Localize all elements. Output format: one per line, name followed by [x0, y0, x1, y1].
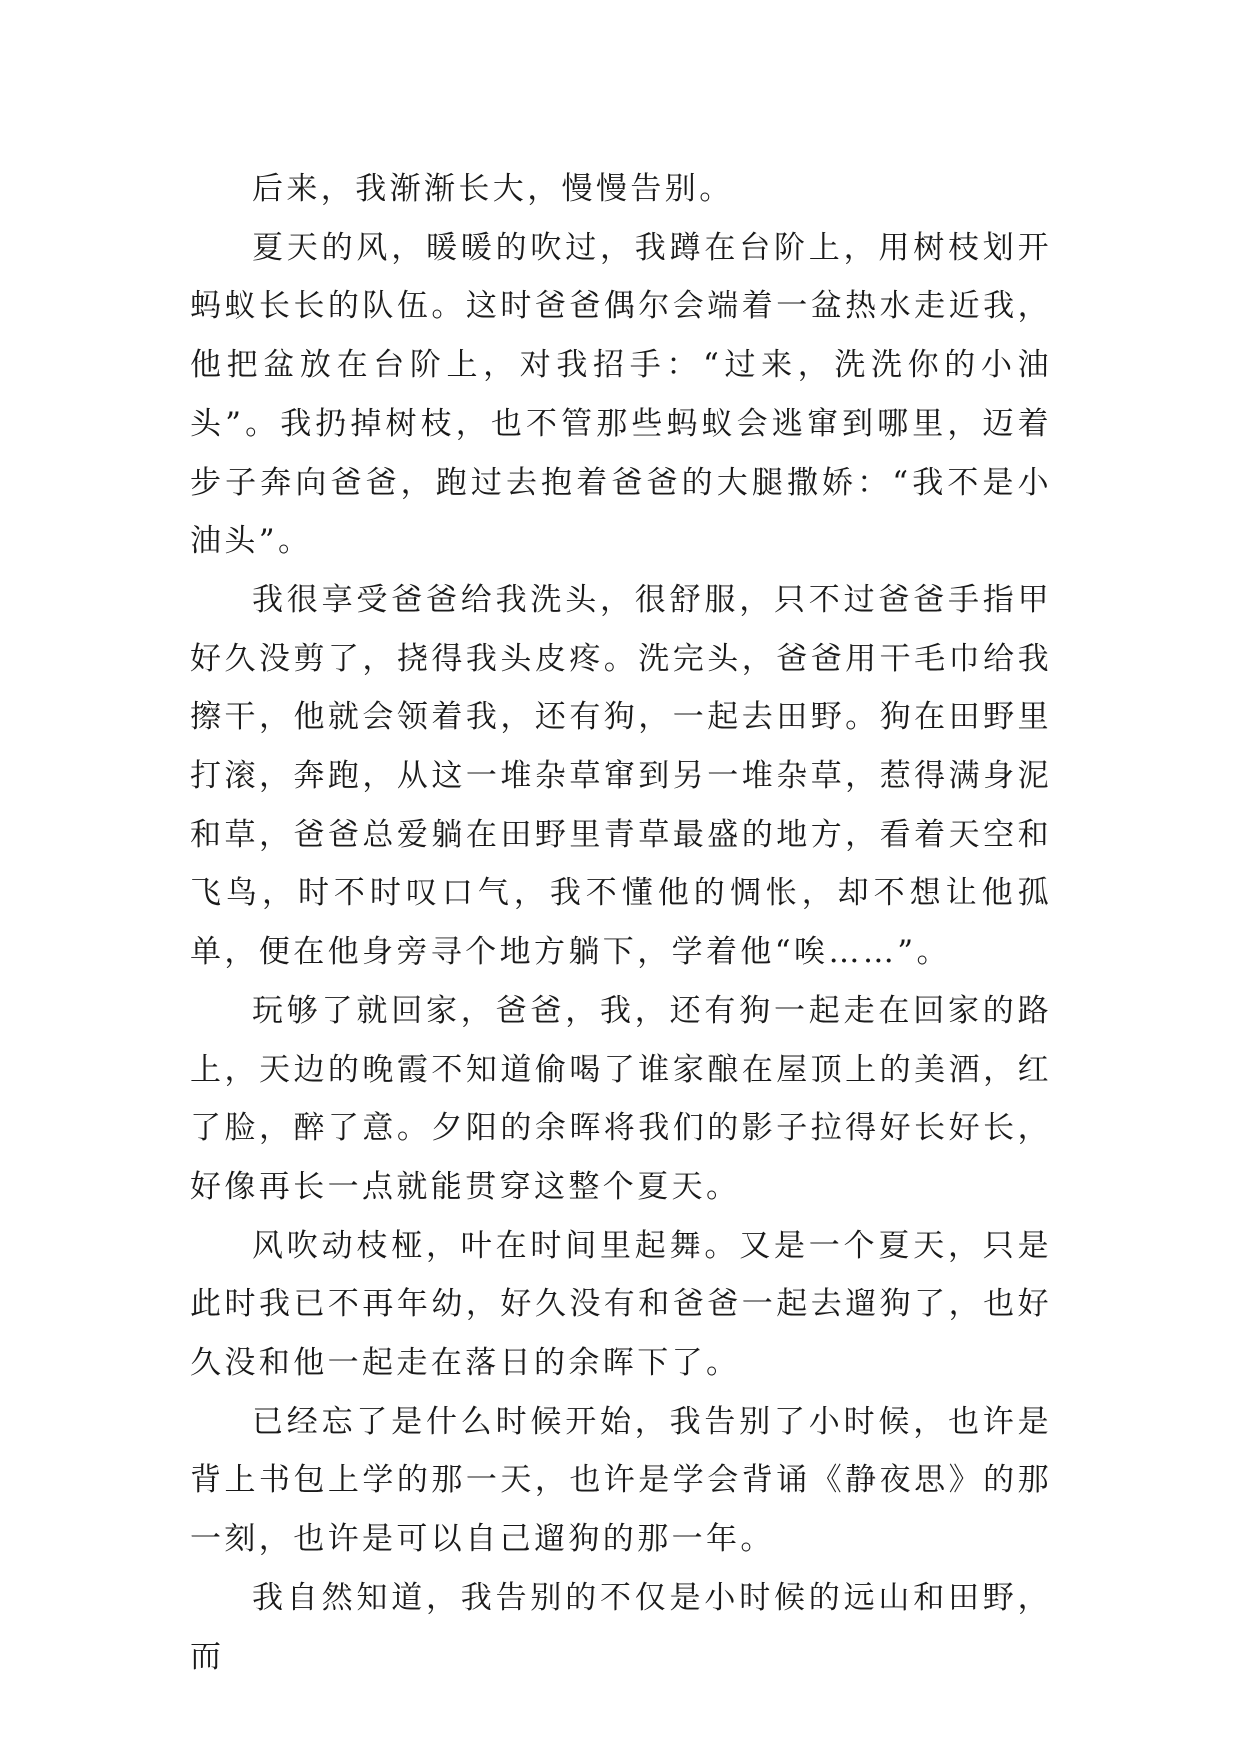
paragraph-2: 夏天的风，暖暖的吹过，我蹲在台阶上，用树枝划开蚂蚁长长的队伍。这时爸爸偶尔会端着一盆热水走近我，他把盆放在台阶上，对我招手：“过来，洗洗你的小油头”。我扔掉树枝，也不管那些蚂蚁会逃窜到哪里，迈着步子奔向爸爸，跑过去抱着爸爸的大腿撒娇：“我不是小油头”。 [190, 229, 1052, 560]
paragraph-5: 风吹动枝桠，叶在时间里起舞。又是一个夏天，只是此时我已不再年幼，好久没有和爸爸一起去遛狗了，也好久没和他一起走在落日的余晖下了。 [190, 1227, 1052, 1382]
paragraph-1: 后来，我渐渐长大，慢慢告别。 [252, 171, 734, 207]
document-body [190, 160, 1052, 1686]
paragraph-3: 我很享受爸爸给我洗头，很舒服，只不过爸爸手指甲好久没剪了，挠得我头皮疼。洗完头，爸爸用干毛巾给我擦干，他就会领着我，还有狗，一起去田野。狗在田野里打滚，奔跑，从这一堆杂草窜到另一堆杂草，惹得满身泥和草，爸爸总爱躺在田野里青草最盛的地方，看着天空和飞鸟，时不时叹口气，我不懂他的惆怅，却不想让他孤单，便在他身旁寻个地方躺下，学着他“唉……”。 [190, 581, 1052, 971]
paragraph-4: 玩够了就回家，爸爸，我，还有狗一起走在回家的路上，天边的晚霞不知道偷喝了谁家酿在屋顶上的美酒，红了脸，醉了意。夕阳的余晖将我们的影子拉得好长好长，好像再长一点就能贯穿这整个夏天。 [190, 992, 1052, 1205]
paragraph-7: 我自然知道，我告别的不仅是小时候的远山和田野，而 [190, 1579, 1052, 1675]
paragraph-6: 已经忘了是什么时候开始，我告别了小时候，也许是背上书包上学的那一天，也许是学会背诵《静夜思》的那一刻，也许是可以自己遛狗的那一年。 [190, 1403, 1052, 1558]
